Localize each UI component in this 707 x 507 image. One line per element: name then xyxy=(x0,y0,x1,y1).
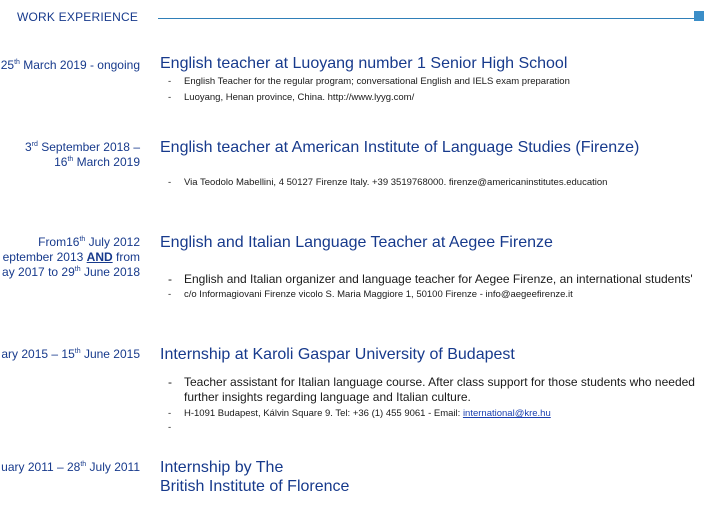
date-text: 3 xyxy=(25,140,32,154)
entry-date xyxy=(25,140,140,170)
entry-date xyxy=(1,460,140,475)
date-text: July 2012 xyxy=(85,235,140,249)
date-ordinal: th xyxy=(14,59,20,66)
bullet-item: - c/o Informagiovani Firenze vicolo S. Maria Maggiore 1, 50100 Firenze - info@aegeefirenze.it xyxy=(160,288,707,301)
bullet-item: - Luoyang, Henan province, China. http://www.lyyg.com/ xyxy=(160,91,707,104)
bullet-item xyxy=(160,407,707,420)
date-text: September 2018 – xyxy=(37,140,140,154)
date-text: June 2018 xyxy=(80,265,140,279)
section-title: WORK EXPERIENCE xyxy=(17,10,139,24)
date-ordinal: th xyxy=(74,348,81,355)
date-text: July 2011 xyxy=(86,460,140,474)
entry-title: Internship at Karoli Gaspar University of Budapest xyxy=(160,346,515,363)
entry-title: English teacher at Luoyang number 1 Senior High School xyxy=(160,55,568,72)
date-ordinal: th xyxy=(67,156,74,163)
bullet-item: - Via Teodolo Mabellini, 4 50127 Firenze Italy. +39 3519768000. firenze@americaninstitutes.education xyxy=(160,176,707,189)
date-text: ay 2017 to 29 xyxy=(2,265,75,279)
section-marker-square xyxy=(694,11,704,21)
section-divider xyxy=(158,18,694,19)
date-text: from xyxy=(112,250,140,264)
entry-bullets xyxy=(160,75,707,104)
entry-title xyxy=(160,458,349,496)
date-text: March 2019 xyxy=(73,155,140,169)
entry-bullets xyxy=(160,272,707,301)
bullet-item: - English Teacher for the regular program; conversational English and IELS exam preparation xyxy=(160,75,707,88)
date-text: June 2015 xyxy=(80,347,140,361)
date-ordinal: th xyxy=(79,236,86,243)
entry-title: English teacher at American Institute of Language Studies (Firenze) xyxy=(160,139,640,156)
date-ordinal: th xyxy=(74,266,81,273)
date-text: 25 xyxy=(0,58,15,72)
date-text: uary 2011 – 28 xyxy=(1,460,81,474)
entry-bullets xyxy=(160,375,707,434)
entry-date xyxy=(2,235,140,280)
bullet-item: - Teacher assistant for Italian language course. After class support for those students who needed further insights regarding language and Italian culture. xyxy=(160,375,707,405)
date-ordinal: rd xyxy=(31,141,38,148)
date-text: March 2019 - ongoing xyxy=(19,58,140,72)
address-text: H-1091 Budapest, Kálvin Square 9. Tel: +36 (1) 455 9061 - Email: xyxy=(184,408,463,419)
section-header xyxy=(0,8,707,26)
entry-title-line: Internship by The xyxy=(160,459,284,476)
entry-title: English and Italian Language Teacher at Aegee Firenze xyxy=(160,234,553,251)
date-text: ary 2015 – 15 xyxy=(1,347,75,361)
bullet-item: - English and Italian organizer and language teacher for Aegee Firenze, an international students' xyxy=(160,272,707,287)
date-text: eptember 2013 xyxy=(2,250,87,264)
bullet-item xyxy=(160,421,707,434)
date-ordinal: th xyxy=(80,461,87,468)
entry-date xyxy=(1,58,140,73)
entry-date xyxy=(1,347,140,362)
date-text: From16 xyxy=(38,235,80,249)
email-link[interactable]: international@kre.hu xyxy=(462,408,551,419)
date-emphasis: AND xyxy=(86,250,113,264)
entry-bullets xyxy=(160,176,707,189)
date-text: 16 xyxy=(54,155,68,169)
entry-title-line: British Institute of Florence xyxy=(160,478,350,495)
